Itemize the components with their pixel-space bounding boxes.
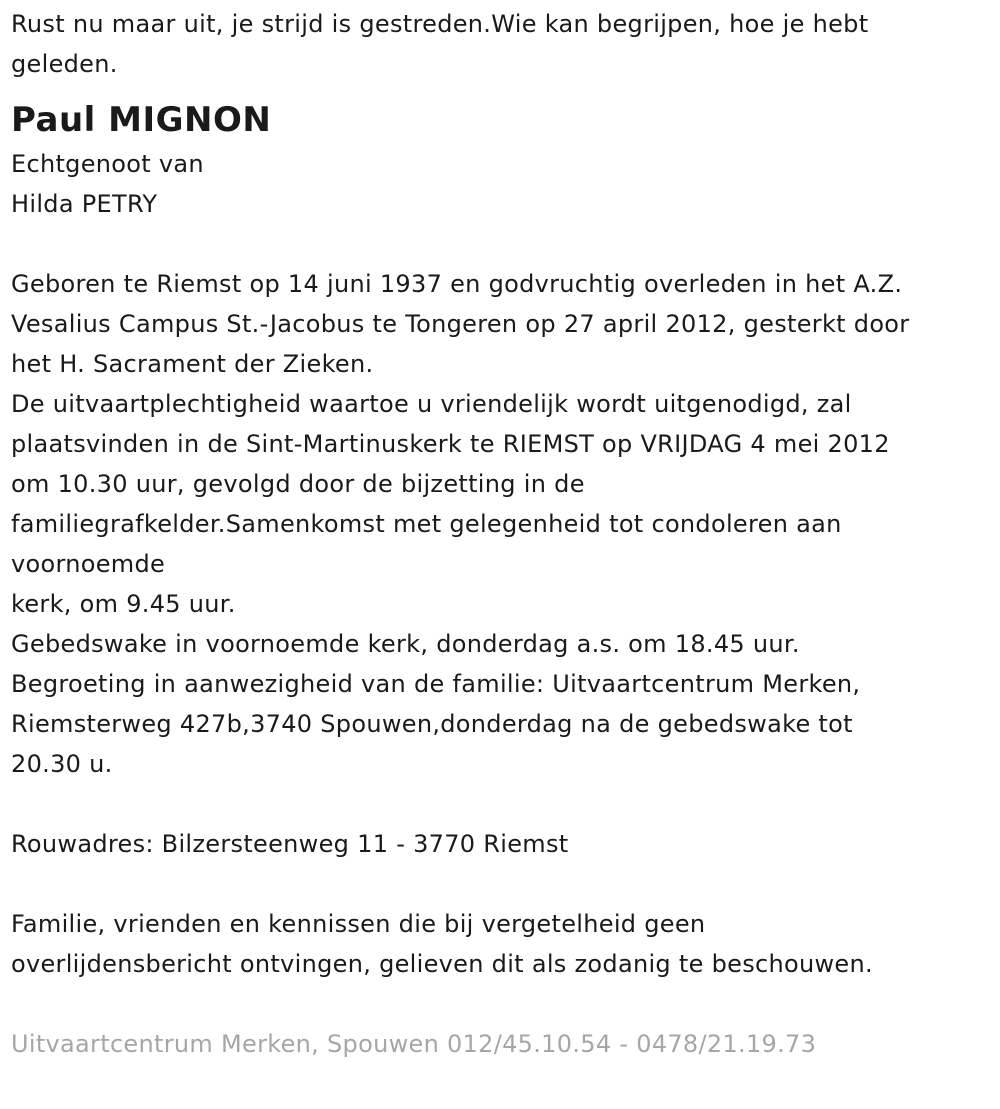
body-line-1: Geboren te Riemst op 14 juni 1937 en godvruchtig overleden in het A.Z. xyxy=(11,270,903,298)
body-line-10: Gebedswake in voornoemde kerk, donderdag a.s. om 18.45 uur. xyxy=(11,630,800,658)
deceased-name: Paul MIGNON xyxy=(11,100,272,140)
notice-line-2: overlijdensbericht ontvingen, gelieven dit als zodanig te beschouwen. xyxy=(11,950,873,978)
quote-line-1: Rust nu maar uit, je strijd is gestreden.Wie kan begrijpen, hoe je hebt xyxy=(11,10,869,38)
body-line-12: Riemsterweg 427b,3740 Spouwen,donderdag na de gebedswake tot xyxy=(11,710,853,738)
body-line-5: plaatsvinden in de Sint-Martinuskerk te RIEMST op VRIJDAG 4 mei 2012 xyxy=(11,430,890,458)
relation-text: Echtgenoot van xyxy=(11,150,204,178)
obituary-document xyxy=(11,4,986,1064)
body-line-9: kerk, om 9.45 uur. xyxy=(11,590,236,618)
body-line-2: Vesalius Campus St.-Jacobus te Tongeren op 27 april 2012, gesterkt door xyxy=(11,310,910,338)
body-line-7: familiegrafkelder.Samenkomst met gelegenheid tot condoleren aan xyxy=(11,510,842,538)
body-line-13: 20.30 u. xyxy=(11,750,113,778)
body-line-3: het H. Sacrament der Zieken. xyxy=(11,350,374,378)
body-line-8: voornoemde xyxy=(11,550,166,578)
mourning-address: Rouwadres: Bilzersteenweg 11 - 3770 Riemst xyxy=(11,830,569,858)
quote-line-2: geleden. xyxy=(11,50,118,78)
funeral-home-footer: Uitvaartcentrum Merken, Spouwen 012/45.10.54 - 0478/21.19.73 xyxy=(11,1030,817,1058)
body-line-11: Begroeting in aanwezigheid van de familie: Uitvaartcentrum Merken, xyxy=(11,670,861,698)
body-line-6: om 10.30 uur, gevolgd door de bijzetting in de xyxy=(11,470,585,498)
notice-line-1: Familie, vrienden en kennissen die bij vergetelheid geen xyxy=(11,910,706,938)
body-line-4: De uitvaartplechtigheid waartoe u vriendelijk wordt uitgenodigd, zal xyxy=(11,390,852,418)
spouse-name: Hilda PETRY xyxy=(11,190,158,218)
